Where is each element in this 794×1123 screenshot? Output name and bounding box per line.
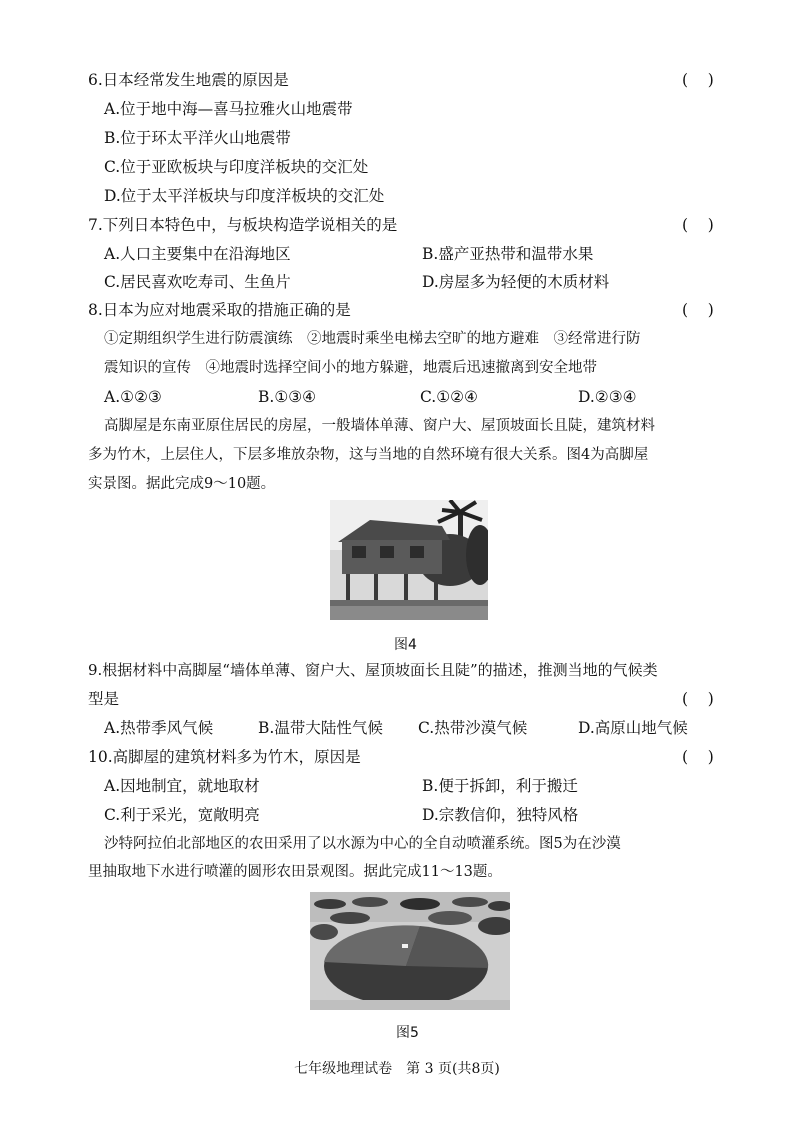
stilt-house-photo bbox=[330, 500, 488, 620]
q9-stem-line-2: 型是 bbox=[88, 690, 120, 708]
q9-option-d: D.高原山地气候 bbox=[578, 719, 688, 737]
q7-option-a: A.人口主要集中在沿海地区 bbox=[104, 245, 291, 263]
passage1-line-3: 实景图。据此完成9～10题。 bbox=[88, 476, 276, 492]
q7-option-c: C.居民喜欢吃寿司、生鱼片 bbox=[104, 273, 291, 291]
q8-statement-line-2: 震知识的宣传 ④地震时选择空间小的地方躲避，地震后迅速撤离到安全地带 bbox=[104, 360, 597, 376]
q6-answer-paren[interactable]: ( ) bbox=[682, 71, 714, 89]
passage1-line-2: 多为竹木，上层住人，下层多堆放杂物，这与当地的自然环境有很大关系。图4为高脚屋 bbox=[88, 447, 649, 463]
q6-option-a: A.位于地中海—喜马拉雅火山地震带 bbox=[104, 100, 353, 118]
q6-stem: 6.日本经常发生地震的原因是 bbox=[88, 71, 289, 89]
q6-option-d: D.位于太平洋板块与印度洋板块的交汇处 bbox=[104, 187, 385, 205]
passage2-line-1: 沙特阿拉伯北部地区的农田采用了以水源为中心的全自动喷灌系统。图5为在沙漠 bbox=[104, 836, 621, 852]
q10-option-b: B.便于拆卸，利于搬迁 bbox=[422, 777, 578, 795]
q6-option-c: C.位于亚欧板块与印度洋板块的交汇处 bbox=[104, 158, 369, 176]
q10-option-a: A.因地制宜，就地取材 bbox=[104, 777, 260, 795]
q10-answer-paren[interactable]: ( ) bbox=[682, 748, 714, 766]
q8-option-c: C.①②④ bbox=[420, 388, 478, 406]
q7-answer-paren[interactable]: ( ) bbox=[682, 216, 714, 234]
q8-option-a: A.①②③ bbox=[104, 388, 162, 406]
q8-stem: 8.日本为应对地震采取的措施正确的是 bbox=[88, 301, 351, 319]
q10-option-d: D.宗教信仰，独特风格 bbox=[422, 806, 579, 824]
q8-statement-line-1: ①定期组织学生进行防震演练 ②地震时乘坐电梯去空旷的地方避难 ③经常进行防 bbox=[104, 331, 641, 347]
q8-option-b: B.①③④ bbox=[258, 388, 317, 406]
q9-option-c: C.热带沙漠气候 bbox=[418, 719, 528, 737]
q7-option-b: B.盛产亚热带和温带水果 bbox=[422, 245, 594, 263]
q9-stem-line-1: 9.根据材料中高脚屋“墙体单薄、窗户大、屋顶坡面长且陡”的描述，推测当地的气候类 bbox=[88, 661, 658, 679]
q7-option-d: D.房屋多为轻便的木质材料 bbox=[422, 273, 610, 291]
q9-option-a: A.热带季风气候 bbox=[104, 719, 214, 737]
q10-stem: 10.高脚屋的建筑材料多为竹木，原因是 bbox=[88, 748, 361, 766]
passage2-line-2: 里抽取地下水进行喷灌的圆形农田景观图。据此完成11～13题。 bbox=[88, 864, 502, 880]
q9-option-b: B.温带大陆性气候 bbox=[258, 719, 383, 737]
page-footer: 七年级地理试卷 第 3 页(共8页) bbox=[294, 1061, 500, 1077]
q8-answer-paren[interactable]: ( ) bbox=[682, 301, 714, 319]
q10-option-c: C.利于采光，宽敞明亮 bbox=[104, 806, 260, 824]
figure-5-caption: 图5 bbox=[396, 1025, 419, 1041]
circular-farmland-photo bbox=[310, 892, 510, 1010]
figure-4-caption: 图4 bbox=[394, 637, 417, 653]
q8-option-d: D.②③④ bbox=[578, 388, 637, 406]
q9-answer-paren[interactable]: ( ) bbox=[682, 690, 714, 708]
passage1-line-1: 高脚屋是东南亚原住居民的房屋，一般墙体单薄、窗户大、屋顶坡面长且陡，建筑材料 bbox=[104, 418, 655, 434]
q6-option-b: B.位于环太平洋火山地震带 bbox=[104, 129, 291, 147]
q7-stem: 7.下列日本特色中，与板块构造学说相关的是 bbox=[88, 216, 398, 234]
